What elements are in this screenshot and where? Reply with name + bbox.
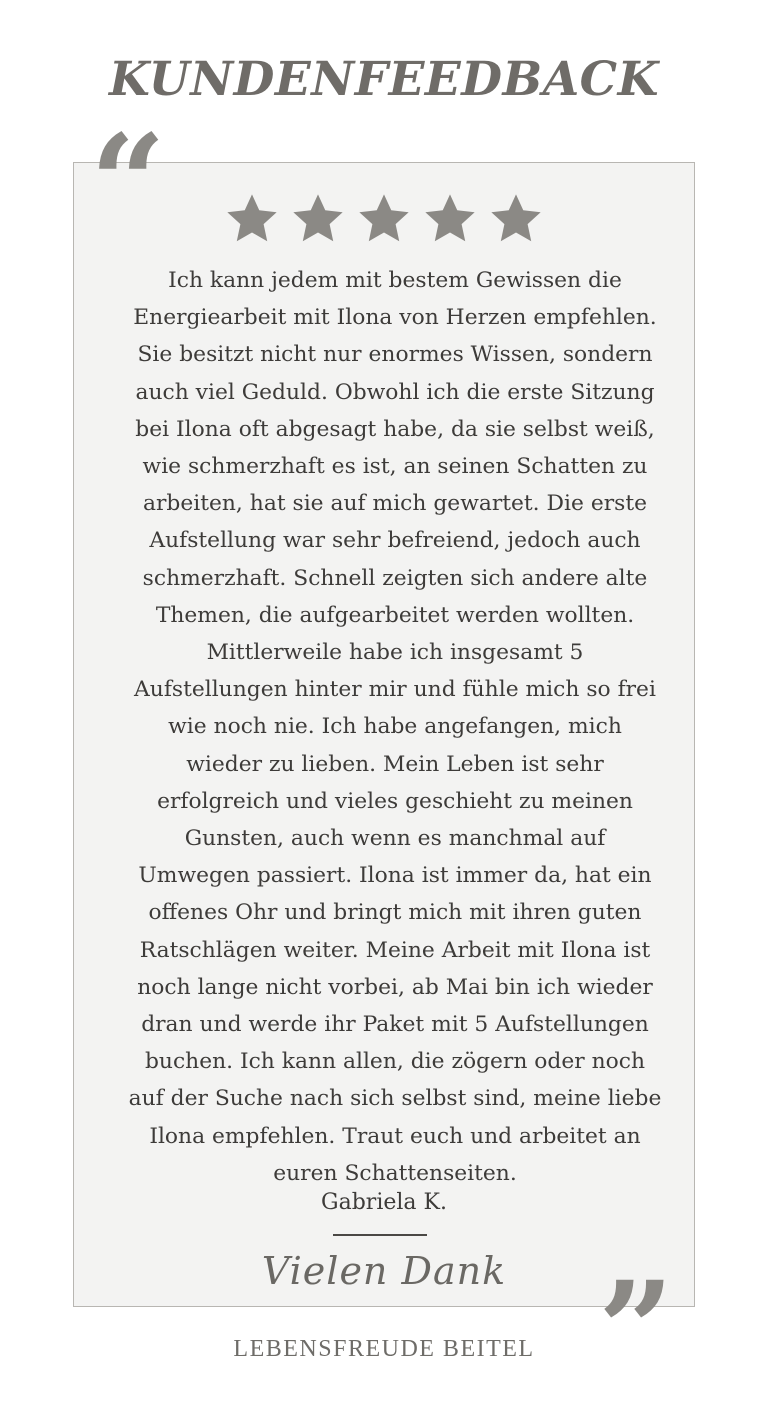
review-author: Gabriela K. <box>321 1190 447 1215</box>
star-icon <box>355 190 413 248</box>
divider <box>333 1234 427 1236</box>
quote-close-icon: ” <box>598 1253 674 1408</box>
star-icon <box>223 190 281 248</box>
brand-name: LEBENSFREUDE BEITEL <box>233 1336 535 1362</box>
page-title: KUNDENFEEDBACK <box>109 52 659 107</box>
review-text: Ich kann jedem mit bestem Gewissen die Energiearbeit mit Ilona von Herzen empfehlen. Sie besitzt nicht nur enormes Wissen, sondern auch viel Geduld. Obwohl ich die erste Sitzung bei Ilona oft abgesagt habe, da sie selbst weiß, wie schmerzhaft es ist, an seinen Schatten zu arbeiten, hat sie auf mich gewartet. Die erste Aufstellung war sehr befreiend, jedoch auch schmerzhaft. Schnell zeigten sich andere alte Themen, die aufgearbeitet werden wollten. Mittlerweile habe ich insgesamt 5 Aufstellungen hinter mir und fühle mich so frei wie noch nie. Ich habe angefangen, mich wieder zu lieben. Mein Leben ist sehr erfolgreich und vieles geschieht zu meinen Gunsten, auch wenn es manchmal auf Umwegen passiert. Ilona ist immer da, hat ein offenes Ohr und bringt mich mit ihren guten Ratschlägen weiter. Meine Arbeit mit Ilona ist noch lange nicht vorbei, ab Mai bin ich wieder dran und werde ihr Paket mit 5 Aufstellungen buchen. Ich kann allen, die zögern oder noch auf der Suche nach sich selbst sind, meine liebe Ilona empfehlen. Traut euch und arbeitet an euren Schattenseiten. <box>128 268 662 1186</box>
star-icon <box>421 190 479 248</box>
star-icon <box>487 190 545 248</box>
star-rating <box>0 190 768 248</box>
star-icon <box>289 190 347 248</box>
closing-signature: Vielen Dank <box>261 1249 507 1293</box>
quote-open-icon: “ <box>90 106 166 261</box>
